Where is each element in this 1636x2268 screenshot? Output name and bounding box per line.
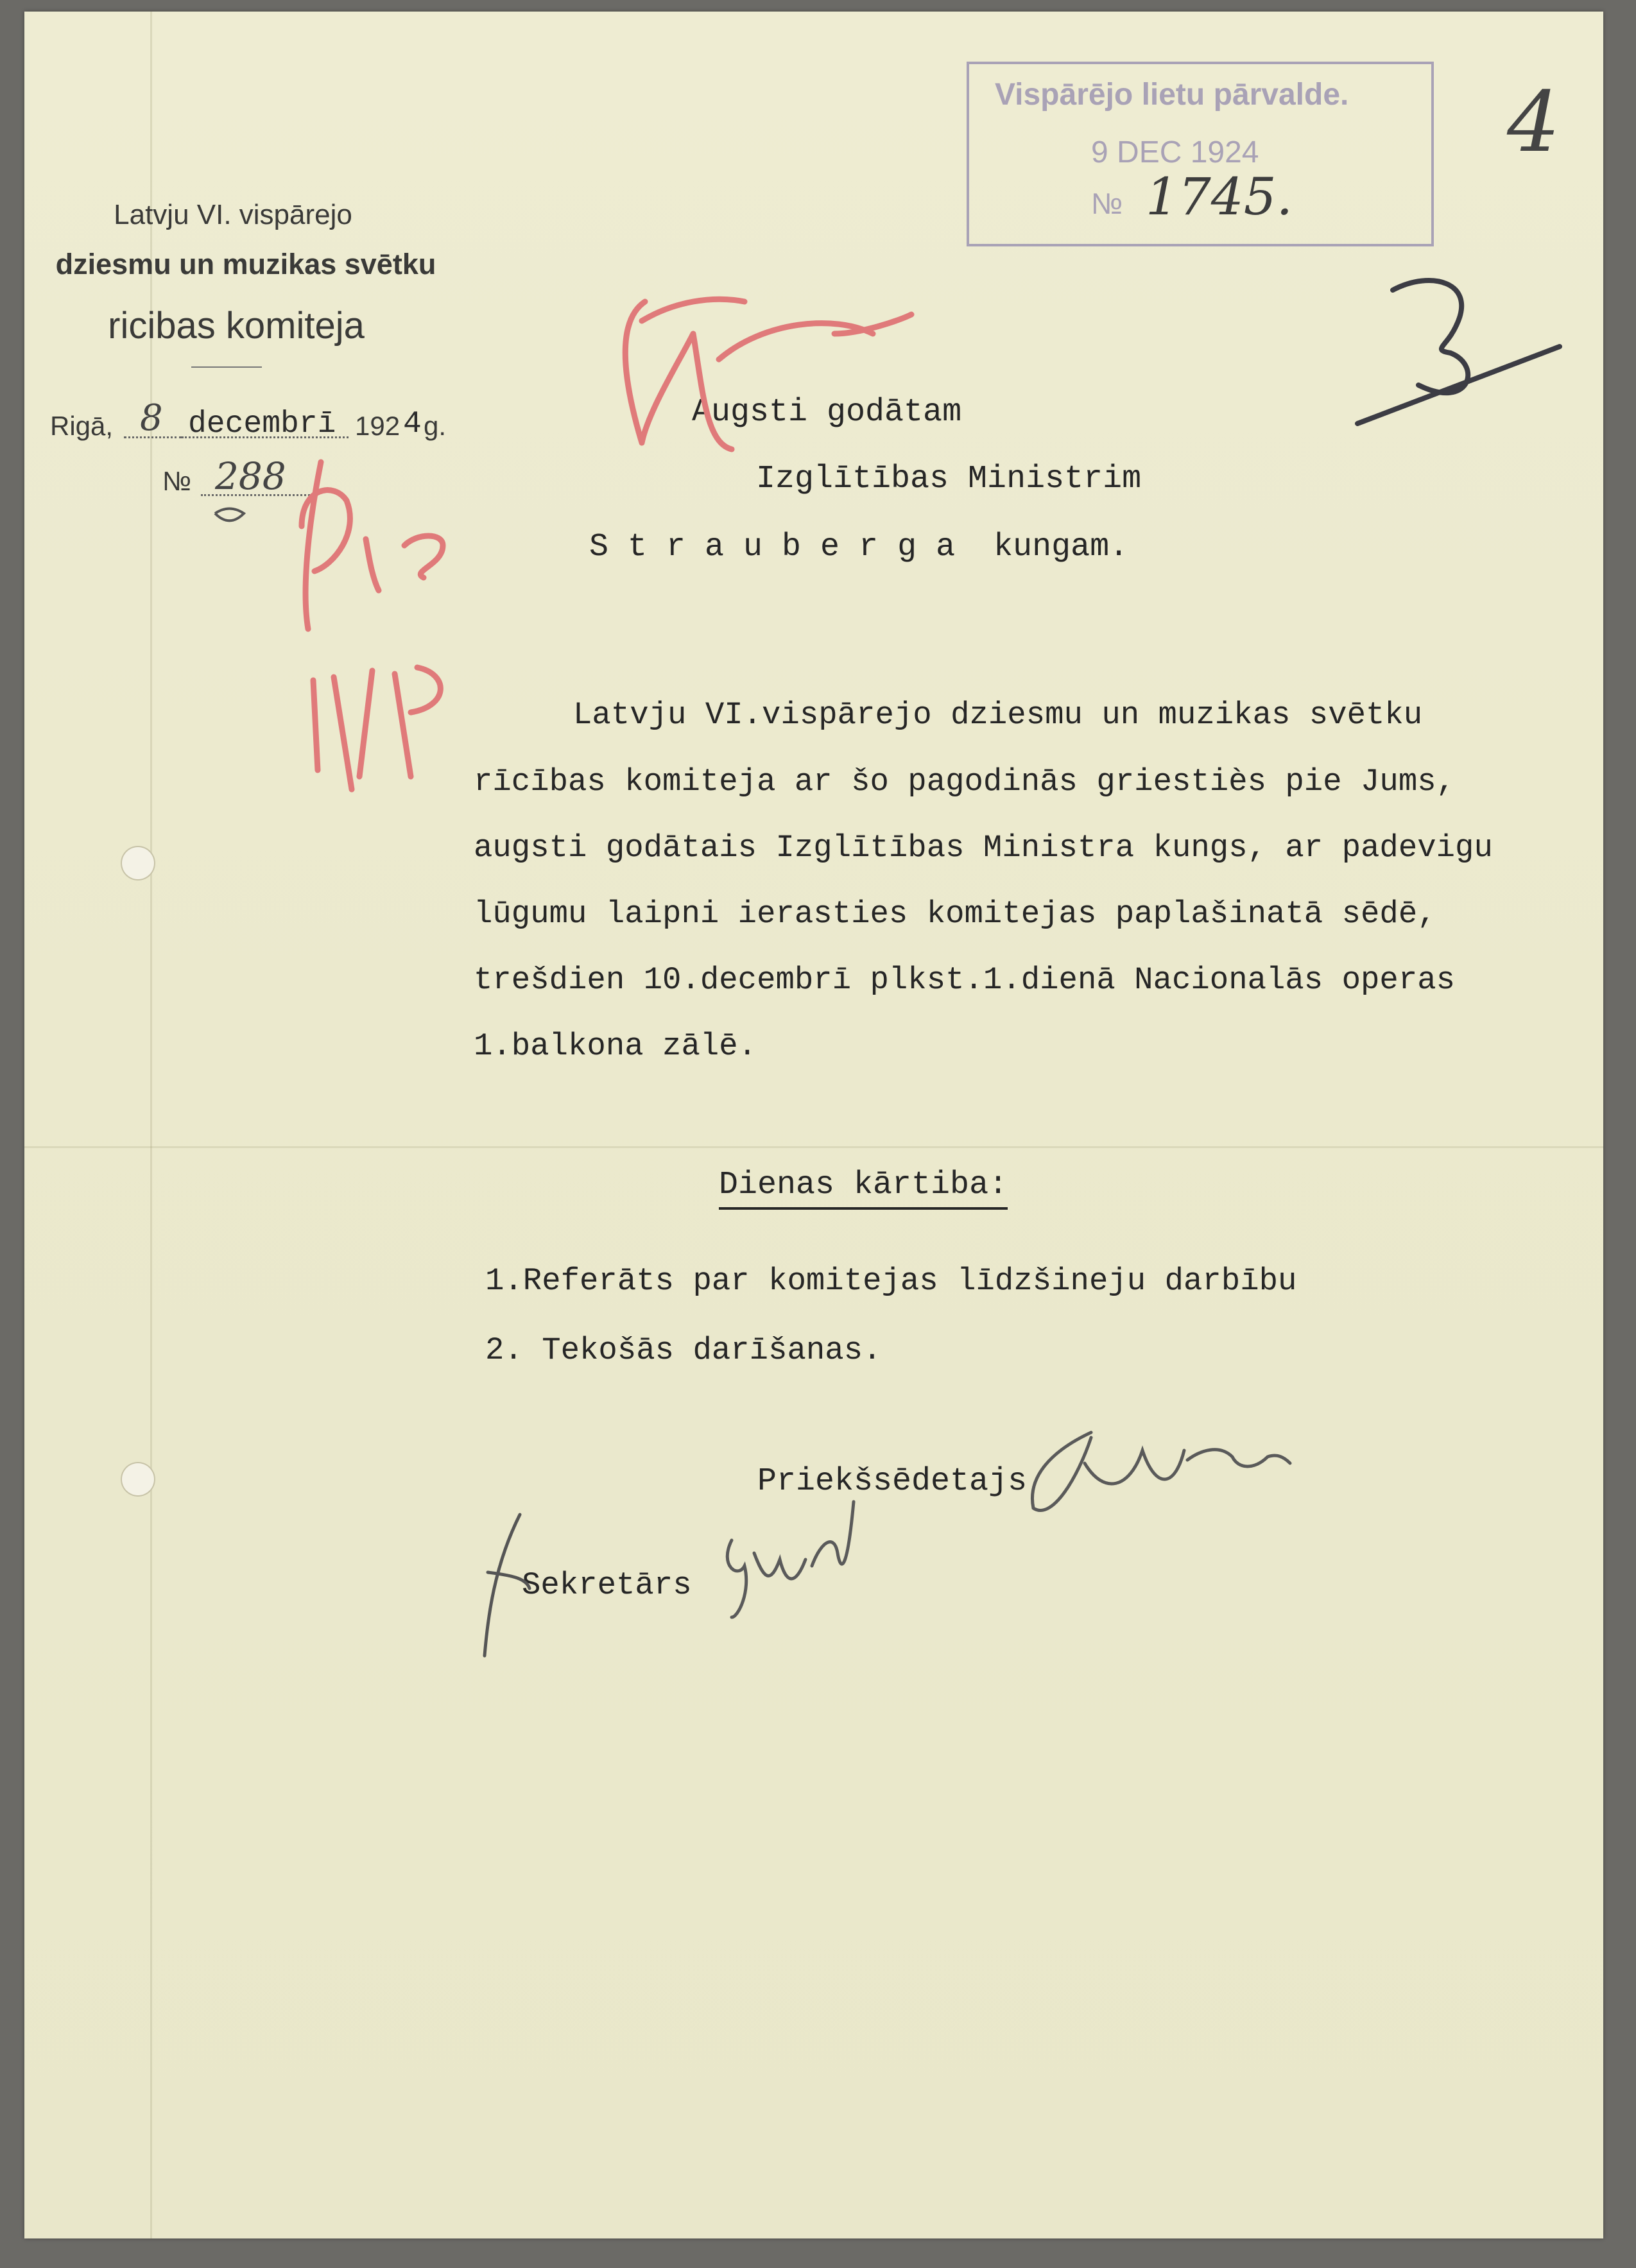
date-day: 8 xyxy=(140,397,163,439)
date-month: decembrī xyxy=(188,407,336,442)
addressee-line-2: Izglītības Ministrim xyxy=(756,461,1142,497)
date-year-prefix: 192 xyxy=(355,411,400,441)
blue-pencil-mark xyxy=(1357,280,1560,424)
page-number-handwritten: 4 xyxy=(1507,73,1560,171)
body-line-6: 1.balkona zālē. xyxy=(474,1028,757,1064)
secretary-signature xyxy=(727,1502,854,1617)
body-line-4: lūgumu laipni ierasties komitejas paplašinatā sēdē, xyxy=(474,896,1436,932)
body-line-3: augsti godātais Izglītības Ministra kungs, ar padevigu xyxy=(474,830,1493,866)
chair-signature xyxy=(1032,1432,1290,1510)
date-place: Rigā, xyxy=(50,411,114,441)
addressee-line-1: Augsti godātam xyxy=(692,394,962,431)
stamp-number-label: № xyxy=(1091,187,1123,220)
red-pencil-note xyxy=(302,299,911,789)
stamp-office: Vispārējo lietu pārvalde. xyxy=(995,78,1349,112)
secretary-label: Sekretārs xyxy=(522,1567,692,1603)
number-label: № xyxy=(162,466,192,496)
chair-label: Priekšsēdetajs xyxy=(757,1463,1028,1500)
letterhead-line-2: dziesmu un muzikas svētku xyxy=(55,248,436,280)
letterhead-line-3: ricibas komiteja xyxy=(108,305,365,347)
body-line-2: rīcības komiteja ar šo pagodinās griestiès pie Jums, xyxy=(474,764,1456,800)
number-value: 288 xyxy=(215,454,286,498)
stamp-date: 9 DEC 1924 xyxy=(1091,135,1259,169)
agenda-item-1: 1.Referāts par komitejas līdzšineju darbību xyxy=(485,1263,1297,1299)
date-year-suffix: g. xyxy=(424,411,447,441)
body-line-5: trešdien 10.decembrī plkst.1.dienā Nacionalās operas xyxy=(474,962,1456,998)
number-flourish xyxy=(215,509,244,521)
stamp-number: 1745. xyxy=(1146,167,1293,227)
agenda-title: Dienas kārtiba: xyxy=(719,1167,1008,1210)
date-year-digit: 4 xyxy=(403,407,422,442)
body-line-1: Latvju VI.vispārejo dziesmu un muzikas svētku xyxy=(573,697,1423,733)
addressee-line-3: S t r a u b e r g a kungam. xyxy=(589,529,1129,565)
agenda-item-2: 2. Tekošās darīšanas. xyxy=(485,1332,882,1368)
secretary-flourish xyxy=(485,1515,530,1656)
letterhead-line-1: Latvju VI. vispārejo xyxy=(114,199,352,230)
